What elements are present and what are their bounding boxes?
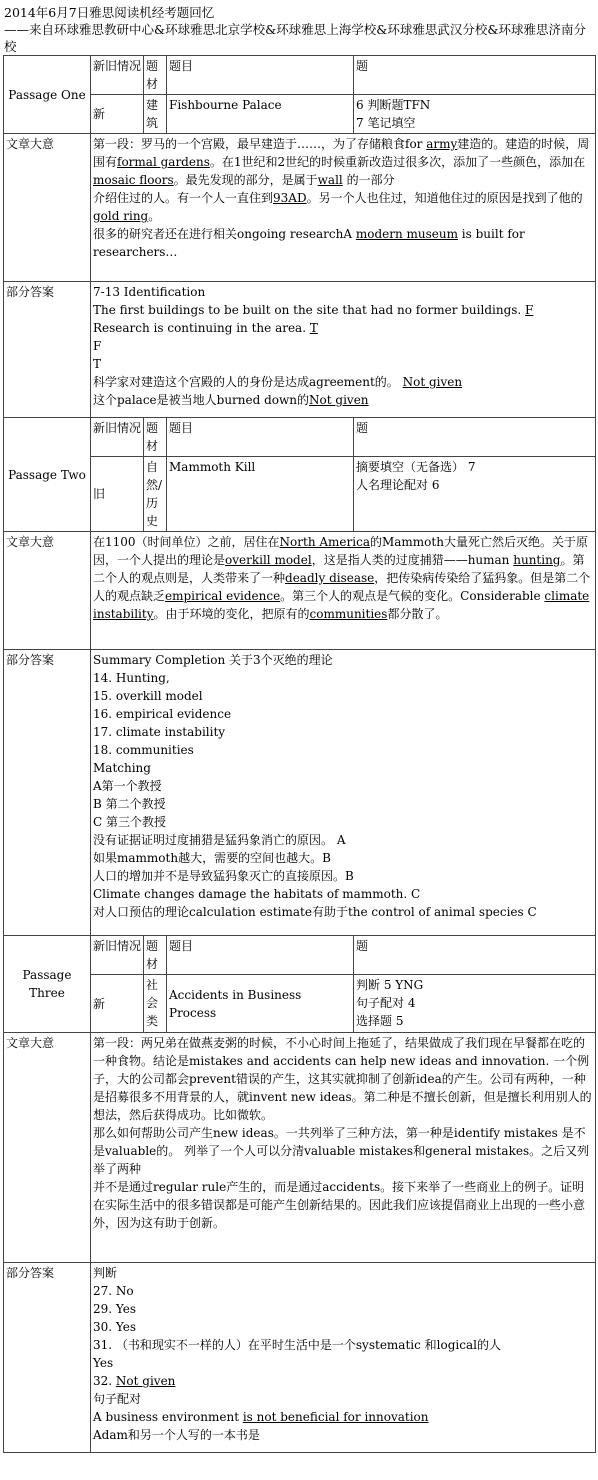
p2-summary <box>91 532 596 650</box>
keyword: modern museum <box>355 227 458 241</box>
answer-line <box>93 391 593 409</box>
answer-line: 16. empirical evidence <box>93 707 232 721</box>
answer-line: 句子配对 <box>93 1392 142 1406</box>
keyword: communities <box>309 607 388 621</box>
answer-line: 30. Yes <box>93 1320 137 1334</box>
answer-line <box>93 1408 593 1426</box>
p1-header-row <box>4 56 596 95</box>
document-title: 2014年6月7日雅思阅读机经考题回忆 <box>4 5 215 20</box>
p1-answers <box>91 282 596 418</box>
document-header <box>0 0 598 55</box>
keyword: North America <box>279 535 370 549</box>
p2-summary-label: 文章大意 <box>4 532 91 650</box>
text-run: 32. <box>93 1374 116 1388</box>
p1-answers-label: 部分答案 <box>4 282 91 418</box>
p2-material: 自然/历史 <box>144 457 167 532</box>
answer-line <box>93 373 593 391</box>
p3-material: 社会类 <box>144 975 167 1033</box>
answer-line: 18. communities <box>93 743 194 757</box>
keyword: overkill model <box>225 553 312 567</box>
p2-topic: Mammoth Kill <box>167 457 354 532</box>
answer-line: Climate changes damage the habitats of mammoth. C <box>93 887 421 901</box>
keyword: army <box>426 137 458 151</box>
document-source: ——来自环球雅思教研中心&环球雅思北京学校&环球雅思上海学校&环球雅思武汉分校&环球雅思济南分校 <box>4 22 587 54</box>
text-run: 很多的研究者还在进行相关ongoing researchA <box>93 227 356 241</box>
text-run: 。在1世纪和2世纪的时候重新改造过很多次，添加了一些颜色，添加在 <box>209 155 586 169</box>
text-run: 科学家对建造这个宫殿的人的身份是达成agreement的。 <box>93 375 403 389</box>
p3-summary-row <box>4 1033 596 1263</box>
answer-value: F <box>525 303 534 317</box>
answer-line: A第一个教授 <box>93 779 162 793</box>
keyword: hunting <box>513 553 561 567</box>
answer-line: 15. overkill model <box>93 689 203 703</box>
answer-line: 29. Yes <box>93 1302 137 1316</box>
p3-header-row <box>4 936 596 975</box>
p2-status: 旧 <box>91 457 144 532</box>
answer-line <box>93 319 593 337</box>
answer-line: 27. No <box>93 1284 134 1298</box>
text-run: The first buildings to be built on the site that had no former buildings. <box>93 303 526 317</box>
p1-label: Passage One <box>4 56 91 134</box>
answer-line: 14. Hunting, <box>93 671 170 685</box>
answer-line: C 第三个教授 <box>93 815 166 829</box>
p2-info-row <box>4 457 596 532</box>
p1-summary-row <box>4 134 596 282</box>
text-run: 在1100（时间单位）之前，居住在 <box>93 535 280 549</box>
answer-line <box>93 1372 593 1390</box>
p2-answers <box>91 650 596 936</box>
answer-line: 31. （书和现实不一样的人）在平时生活中是一个systematic 和logical的人 <box>93 1338 501 1352</box>
text-run: 。第三个人的观点是气候的变化。Considerable <box>280 589 545 603</box>
answer-line: 没有证据证明过度捕猎是猛犸象消亡的原因。 A <box>93 833 346 847</box>
answer-value: Not given <box>115 1374 176 1388</box>
p2-header-row <box>4 418 596 457</box>
p3-status: 新 <box>91 975 144 1033</box>
p3-q1: 判断 5 YNG <box>356 978 424 992</box>
answer-line: T <box>93 357 102 371</box>
p2-answers-row <box>4 650 596 936</box>
text-run: ，把传染病传染给了猛犸象。但是第二个人的观点缺乏 <box>93 571 591 603</box>
keyword: climate instability <box>93 589 590 621</box>
p3-topic: Accidents in Business Process <box>167 975 354 1033</box>
p2-col-topic: 题目 <box>167 418 354 457</box>
keyword: empirical evidence <box>165 589 281 603</box>
text-run: 建造的。建造的时候，周围有 <box>93 137 590 169</box>
p1-q2: 7 笔记填空 <box>356 116 416 130</box>
p1-summary <box>91 134 596 282</box>
p3-answers-label: 部分答案 <box>4 1263 91 1453</box>
p3-q3: 选择题 5 <box>356 1014 404 1028</box>
p2-col-new-old: 新旧情况 <box>91 418 144 457</box>
p1-col-new-old: 新旧情况 <box>91 56 144 95</box>
p3-col-new-old: 新旧情况 <box>91 936 144 975</box>
text-run: ，这是指人类的过度捕猎——human <box>311 553 514 567</box>
p1-topic: Fishbourne Palace <box>167 95 354 134</box>
answer-line: Adam和另一个人写的一本书是 <box>93 1428 260 1442</box>
p3-answers <box>91 1263 596 1453</box>
p1-material: 建筑 <box>144 95 167 134</box>
answer-value: T <box>309 321 318 335</box>
text-run: 。另一个人也住过，知道他住过的原因是找到了他的 <box>306 191 583 205</box>
answer-line: 判断 <box>93 1266 118 1280</box>
text-run: 。第二个人的观点则是，人类带来了一种 <box>93 553 585 585</box>
p1-col-material: 题材 <box>144 56 167 95</box>
p2-q1: 摘要填空（无备选） 7 <box>356 460 476 474</box>
text-run: is built for researchers… <box>93 227 525 259</box>
p3-summary-label: 文章大意 <box>4 1033 91 1263</box>
p3-label: Passage Three <box>4 936 91 1033</box>
p1-col-question: 题 <box>354 56 596 95</box>
p3-answers-row <box>4 1263 596 1453</box>
answer-line: 17. climate instability <box>93 725 226 739</box>
p3-q2: 句子配对 4 <box>356 996 416 1010</box>
p1-q1: 6 判断题TFN <box>356 98 431 112</box>
p2-label: Passage Two <box>4 418 91 532</box>
answer-line: Matching <box>93 761 151 775</box>
exam-table <box>3 55 596 1453</box>
p3-info-row <box>4 975 596 1033</box>
p2-col-question: 题 <box>354 418 596 457</box>
p3-col-question: 题 <box>354 936 596 975</box>
p1-status: 新 <box>91 95 144 134</box>
answer-line <box>93 301 593 319</box>
keyword: 93AD <box>273 191 307 205</box>
summary-line <box>93 225 593 261</box>
answer-line: B 第二个教授 <box>93 797 166 811</box>
keyword: deadly disease <box>285 571 375 585</box>
text-run: Research is continuing in the area. <box>93 321 310 335</box>
p3-col-topic: 题目 <box>167 936 354 975</box>
p1-answers-row <box>4 282 596 418</box>
text-run: 这个palace是被当地人burned down的 <box>93 393 310 407</box>
p2-answers-label: 部分答案 <box>4 650 91 936</box>
p3-col-material: 题材 <box>144 936 167 975</box>
text-run: 介绍住过的人。有一个人一直住到 <box>93 191 274 205</box>
p2-question-types <box>354 457 596 532</box>
p1-question-types <box>354 95 596 134</box>
answer-value: Not given <box>309 393 369 407</box>
answer-line: 对人口预估的理论calculation estimate有助于the control of animal species C <box>93 905 537 919</box>
text-run: 。最先发现的部分，是属于 <box>173 173 318 187</box>
p1-col-topic: 题目 <box>167 56 354 95</box>
keyword: formal gardens <box>117 155 210 169</box>
answer-line: 人口的增加并不是导致猛犸象灭亡的直接原因。B <box>93 869 354 883</box>
summary-line <box>93 189 593 225</box>
p1-info-row <box>4 95 596 134</box>
p2-summary-row <box>4 532 596 650</box>
summary-line: 那么如何帮助公司产生new ideas。一共列举了三种方法，第一种是identify mistakes 是不是valuable的。 列举了一个人可以分清valuable mistakes和general mistakes。之后又列举了两种 <box>93 1126 590 1176</box>
answer-value: Not given <box>402 375 463 389</box>
summary-line: 并不是通过regular rule产生的，而是通过accidents。接下来举了一些商业上的例子。证明在实际生活中的很多错误都是可能产生创新结果的。因此我们应该提倡商业上出现的一些小意外，因为这有助于创新。 <box>93 1180 586 1230</box>
text-run: 的Mammoth大量死亡然后灭绝。关于原因，一个人提出的理论是 <box>93 535 588 567</box>
text-run: A business environment <box>93 1410 243 1424</box>
p3-summary <box>91 1033 596 1263</box>
p1-summary-label: 文章大意 <box>4 134 91 282</box>
text-run: 。 <box>148 209 161 223</box>
text-run: 第一段：罗马的一个宫殿，最早建造于……，为了存储粮食for <box>93 137 427 151</box>
answer-line: Yes <box>93 1356 114 1370</box>
p2-col-material: 题材 <box>144 418 167 457</box>
p3-question-types <box>354 975 596 1033</box>
keyword: mosaic floors <box>93 173 174 187</box>
text-run: 都分散了。 <box>387 607 448 621</box>
text-run: 。由于环境的变化，把原有的 <box>153 607 310 621</box>
keyword: gold ring <box>93 209 149 223</box>
answer-line: 如果mammoth越大，需要的空间也越大。B <box>93 851 331 865</box>
keyword: wall <box>317 173 343 187</box>
answer-line: F <box>93 339 102 353</box>
p2-q2: 人名理论配对 6 <box>356 478 440 492</box>
text-run: 的一部分 <box>342 173 395 187</box>
summary-line: 第一段：两兄弟在做燕麦粥的时候，不小心时间上拖延了，结果做成了我们现在早餐都在吃的一种食物。结论是mistakes and accidents can help new ideas and innovation. 一个例子，大的公司都会prevent错误的产生，这其实就抑制了创新idea的产生。公司有两种，一种是招募很多不用背景的人，就invent new ideas。第二种是不擅长创新，但是擅长利用别人的想法，然后获得成功。比如微软。 <box>93 1036 592 1122</box>
answer-value: is not beneficial for innovation <box>242 1410 429 1424</box>
answer-line: Summary Completion 关于3个灭绝的理论 <box>93 653 333 667</box>
answer-line: 7-13 Identification <box>93 285 206 299</box>
